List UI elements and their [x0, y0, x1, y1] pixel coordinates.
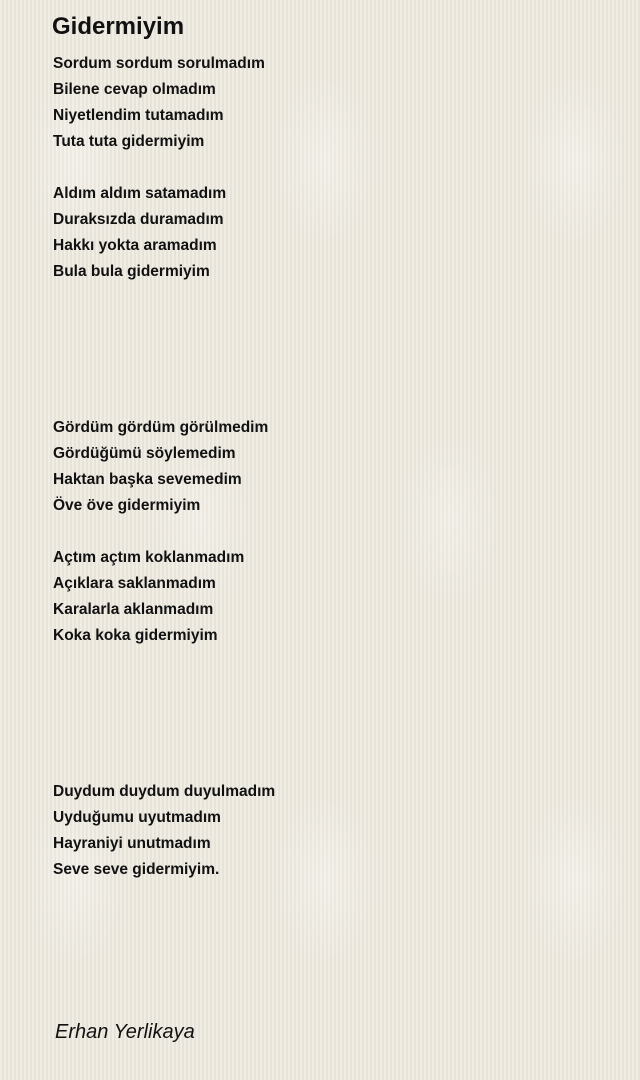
poem-line: Tuta tuta gidermiyim [53, 133, 205, 150]
poem-line: Bula bula gidermiyim [53, 263, 210, 280]
poem-line: Aldım aldım satamadım [53, 185, 227, 202]
stanza-gap [53, 727, 613, 753]
stanza-gap [53, 519, 613, 545]
poem-line: Haktan başka sevemedim [53, 471, 242, 488]
stanza-gap [53, 337, 613, 363]
poem-author: Erhan Yerlikaya [55, 1021, 195, 1043]
poem-line: Gördüm gördüm görülmedim [53, 419, 269, 436]
poem-body [53, 51, 613, 883]
poem-line: Öve öve gidermiyim [53, 497, 201, 514]
poem-line: Hayraniyi unutmadım [53, 835, 211, 852]
stanza-gap [53, 285, 613, 311]
stanza-gap [53, 155, 613, 181]
poem-line: Niyetlendim tutamadım [53, 107, 224, 124]
stanza-gap [53, 701, 613, 727]
poem-line: Karalarla aklanmadım [53, 601, 214, 618]
poem-line: Gördüğümü söylemedim [53, 445, 236, 462]
stanza-gap [53, 363, 613, 389]
poem-line: Uyduğumu uyutmadım [53, 809, 221, 826]
stanza-gap [53, 311, 613, 337]
poem-line: Açtım açtım koklanmadım [53, 549, 245, 566]
poem-line: Duraksızda duramadım [53, 211, 224, 228]
poem-line: Seve seve gidermiyim. [53, 861, 220, 878]
stanza-gap [53, 389, 613, 415]
stanza-gap [53, 649, 613, 675]
poem-line: Bilene cevap olmadım [53, 81, 216, 98]
stanza-gap [53, 753, 613, 779]
poem-title: Gidermiyim [52, 13, 185, 40]
poem-line: Koka koka gidermiyim [53, 627, 218, 644]
poem-line: Açıklara saklanmadım [53, 575, 216, 592]
poem-line: Hakkı yokta aramadım [53, 237, 217, 254]
poem-line: Sordum sordum sorulmadım [53, 55, 265, 72]
poem-line: Duydum duydum duyulmadım [53, 783, 276, 800]
stanza-gap [53, 675, 613, 701]
